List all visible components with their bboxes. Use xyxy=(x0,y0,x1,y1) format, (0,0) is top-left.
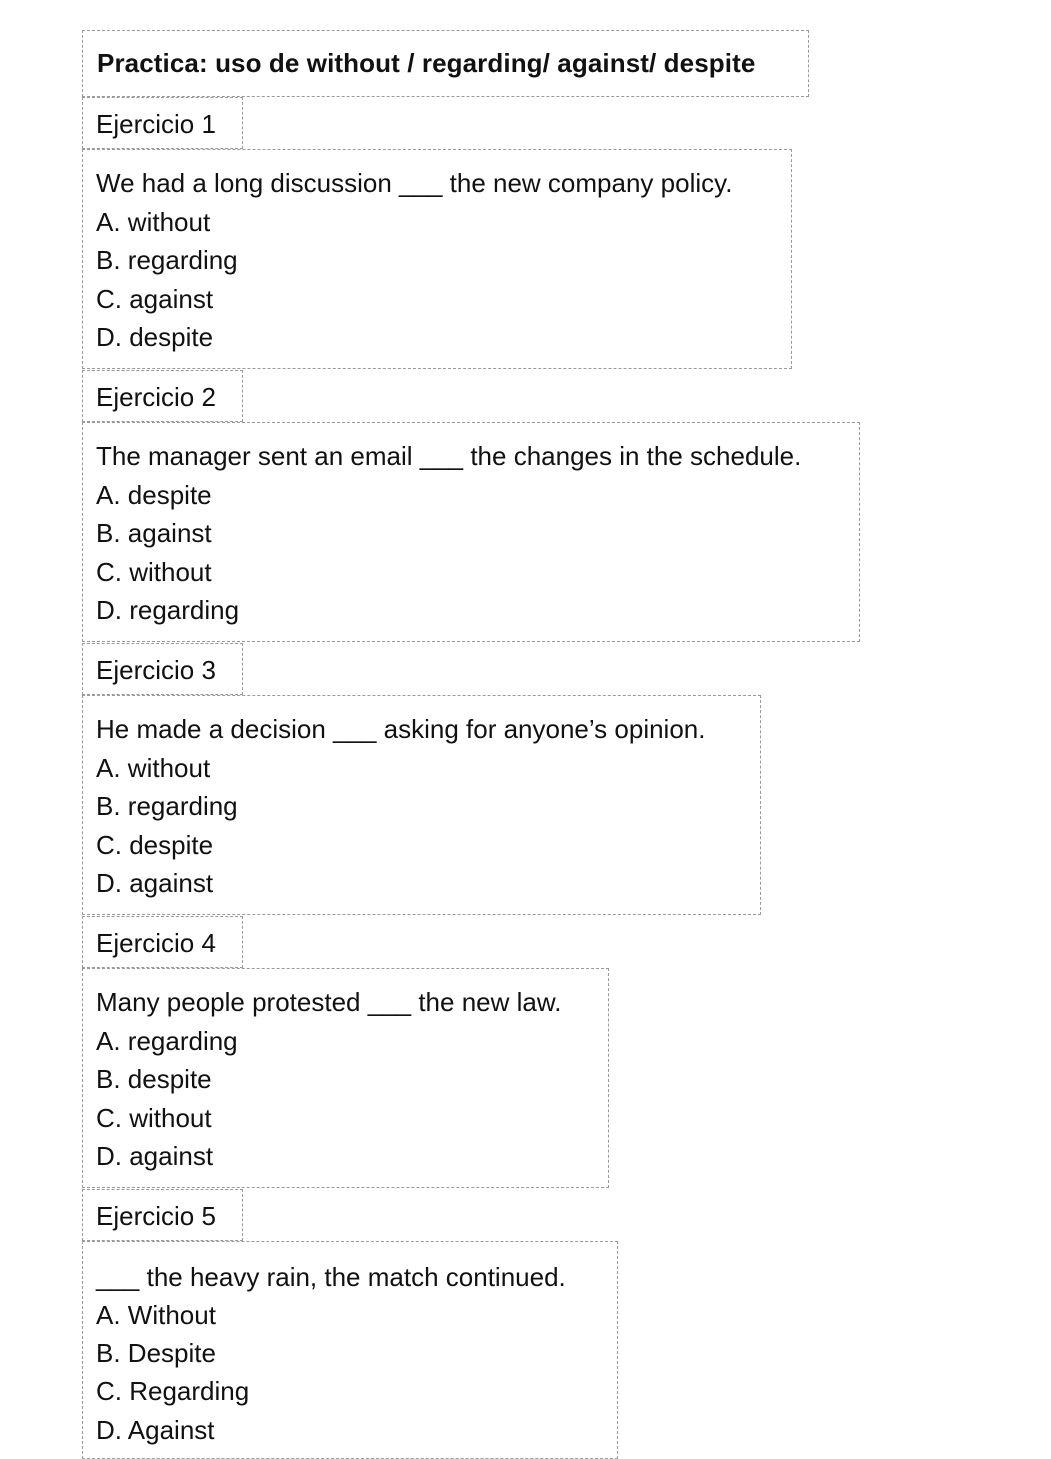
exercise-3-option-c: C. despite xyxy=(96,830,214,860)
exercise-5-option-c: C. Regarding xyxy=(96,1376,250,1406)
title-box xyxy=(82,30,809,97)
exercise-5-label: Ejercicio 5 xyxy=(96,1201,216,1231)
page-title: Practica: uso de without / regarding/ against/ despite xyxy=(97,48,756,78)
exercise-2-option-c: C. without xyxy=(96,557,212,587)
exercise-3-label-box xyxy=(82,643,243,695)
exercise-1-option-a: A. without xyxy=(96,207,211,237)
exercise-3-box xyxy=(82,695,761,915)
exercise-2-option-a: A. despite xyxy=(96,480,212,510)
exercise-5-box xyxy=(82,1241,618,1459)
exercise-4-option-d: D. against xyxy=(96,1141,214,1171)
exercise-5-label-box xyxy=(82,1189,243,1241)
exercise-2-box xyxy=(82,422,860,642)
exercise-4-question: Many people protested ___ the new law. xyxy=(96,987,562,1017)
exercise-1-option-c: C. against xyxy=(96,284,214,314)
exercise-2-label: Ejercicio 2 xyxy=(96,382,216,412)
exercise-4-label-box xyxy=(82,916,243,968)
exercise-4-option-b: B. despite xyxy=(96,1064,212,1094)
exercise-4-option-a: A. regarding xyxy=(96,1026,238,1056)
exercise-4-label: Ejercicio 4 xyxy=(96,928,216,958)
exercise-2-option-b: B. against xyxy=(96,518,212,548)
exercise-5-option-d: D. Against xyxy=(96,1415,215,1445)
exercise-3-option-b: B. regarding xyxy=(96,791,238,821)
exercise-1-box xyxy=(82,149,792,369)
exercise-1-option-d: D. despite xyxy=(96,322,214,352)
exercise-3-label: Ejercicio 3 xyxy=(96,655,216,685)
exercise-5-option-a: A. Without xyxy=(96,1300,216,1330)
exercise-3-option-a: A. without xyxy=(96,753,211,783)
exercise-1-label: Ejercicio 1 xyxy=(96,109,216,139)
exercise-1-option-b: B. regarding xyxy=(96,245,238,275)
exercise-4-option-c: C. without xyxy=(96,1103,212,1133)
exercise-5-option-b: B. Despite xyxy=(96,1338,216,1368)
exercise-1-label-box xyxy=(82,97,243,149)
exercise-3-option-d: D. against xyxy=(96,868,214,898)
exercise-5-question: ___ the heavy rain, the match continued. xyxy=(96,1262,566,1292)
exercise-2-label-box xyxy=(82,370,243,422)
exercise-4-box xyxy=(82,968,609,1188)
exercise-2-option-d: D. regarding xyxy=(96,595,240,625)
exercise-2-question: The manager sent an email ___ the changes in the schedule. xyxy=(96,441,802,471)
exercise-1-question: We had a long discussion ___ the new company policy. xyxy=(96,168,733,198)
exercise-3-question: He made a decision ___ asking for anyone’s opinion. xyxy=(96,714,706,744)
